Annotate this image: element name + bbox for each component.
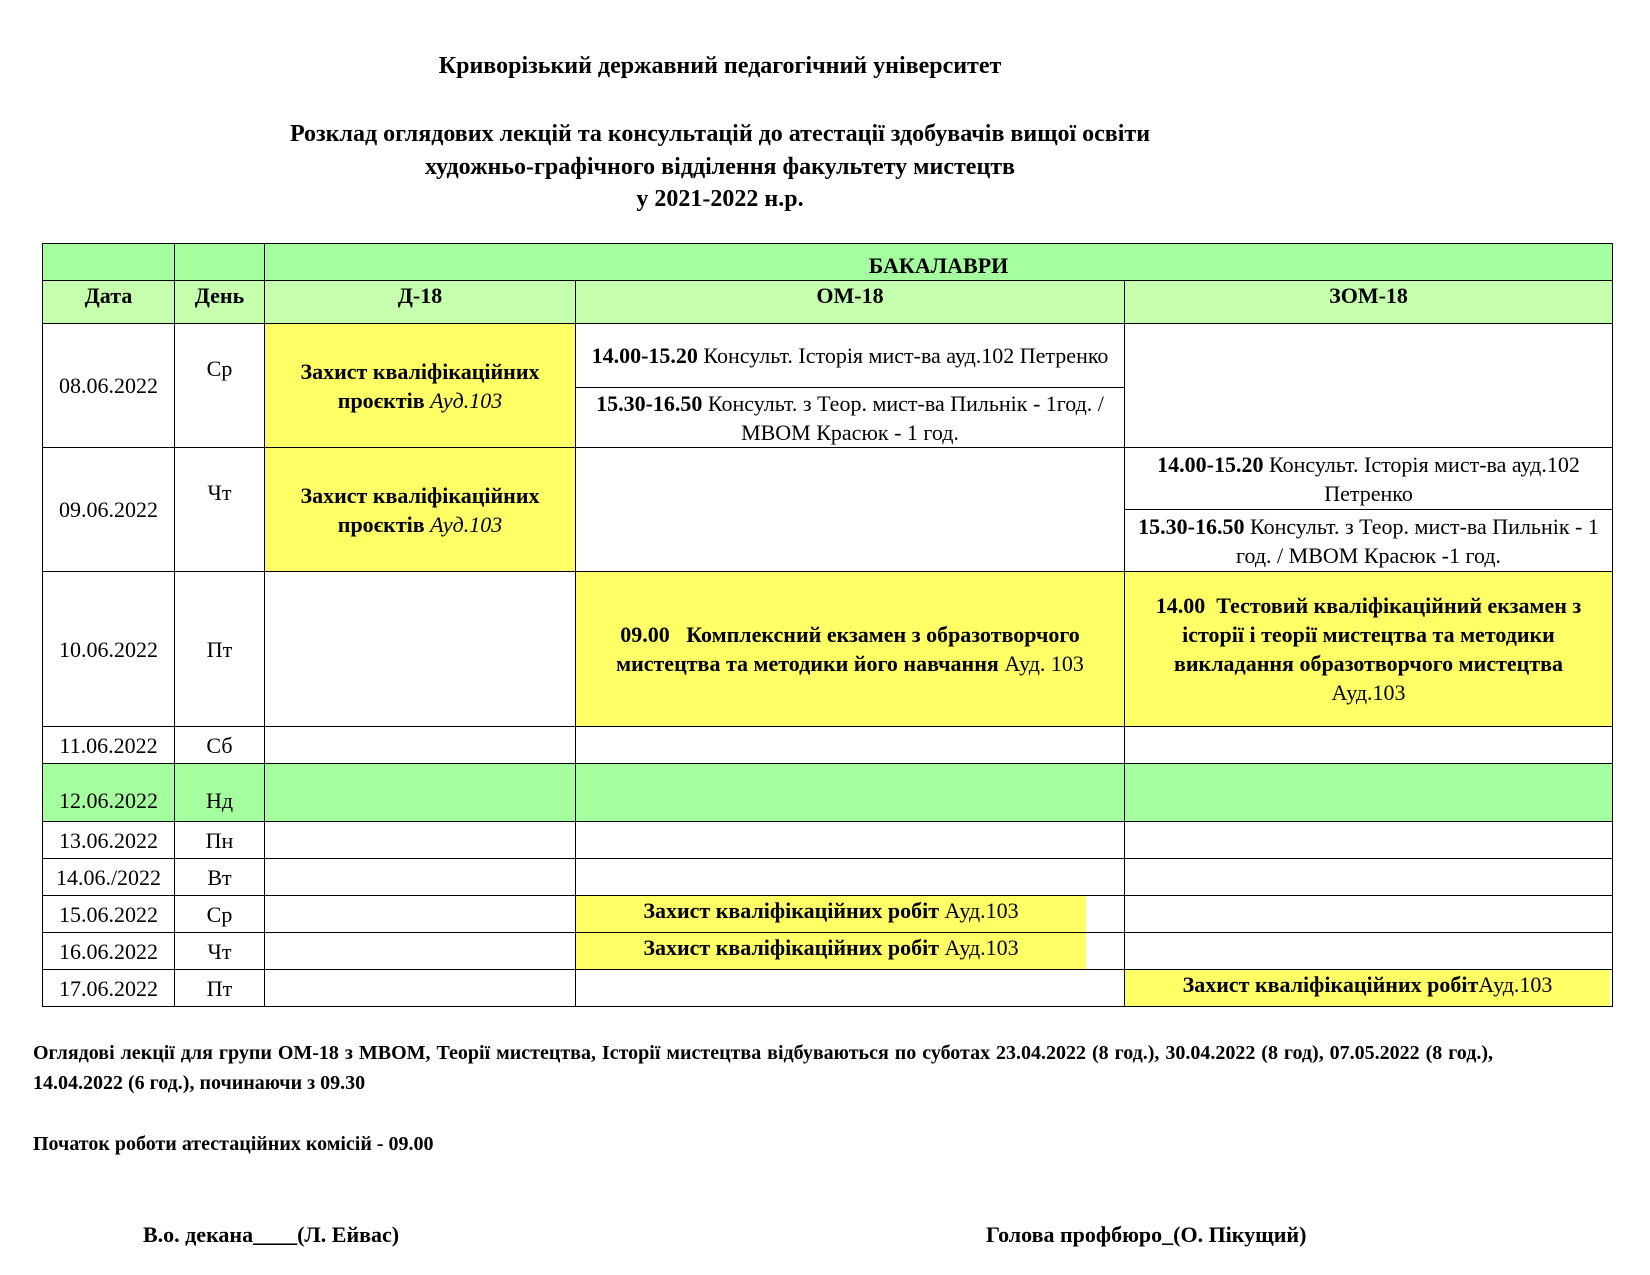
room-label: Ауд.103 <box>1478 972 1553 997</box>
university-name: Криворізький державний педагогічний університет <box>438 53 1002 79</box>
event-time: 14.00-15.20 <box>1157 451 1264 477</box>
date-cell: 14.06./2022 <box>43 859 175 896</box>
event-time: 15.30-16.50 <box>596 390 703 416</box>
column-header-om18: ОМ-18 <box>576 281 1125 324</box>
event-time: 09.00 <box>620 622 670 647</box>
table-row <box>43 572 1613 727</box>
room-label: Ауд.103 <box>430 387 503 413</box>
om18-cell <box>576 896 1125 933</box>
zom18-cell <box>1125 859 1613 896</box>
om18-cell <box>576 324 1125 388</box>
group-header-empty-day <box>175 244 265 281</box>
day-cell: Вт <box>175 859 265 896</box>
date-cell: 17.06.2022 <box>43 970 175 1007</box>
column-header-row <box>43 281 1613 324</box>
om18-cell <box>576 448 1125 572</box>
d18-cell <box>265 727 576 764</box>
date-cell: 13.06.2022 <box>43 822 175 859</box>
event-time: 15.30-16.50 <box>1138 513 1245 539</box>
table-row <box>43 448 1613 510</box>
group-header-empty-date <box>43 244 175 281</box>
date-cell: 11.06.2022 <box>43 727 175 764</box>
table-row <box>43 822 1613 859</box>
event-title: Захист кваліфікаційних робіт <box>643 898 940 923</box>
date-cell: 10.06.2022 <box>43 572 175 727</box>
table-row <box>43 764 1613 822</box>
zom18-cell <box>1125 822 1613 859</box>
d18-cell <box>265 822 576 859</box>
om18-cell <box>576 727 1125 764</box>
zom18-cell <box>1125 572 1613 727</box>
column-header-zom18: ЗОМ-18 <box>1125 281 1613 324</box>
column-header-date: Дата <box>43 281 175 324</box>
om18-cell <box>576 970 1125 1007</box>
date-cell: 08.06.2022 <box>43 324 175 448</box>
date-cell: 16.06.2022 <box>43 933 175 970</box>
column-header-d18: Д-18 <box>265 281 576 324</box>
room-label: Ауд.103 <box>430 511 503 537</box>
zom18-cell <box>1125 324 1613 448</box>
day-cell: Нд <box>175 764 265 822</box>
d18-cell <box>265 933 576 970</box>
day-cell: Чт <box>175 448 265 572</box>
table-row <box>43 970 1613 1007</box>
om18-cell <box>576 933 1125 970</box>
d18-cell <box>265 859 576 896</box>
day-cell: Пн <box>175 822 265 859</box>
zom18-cell <box>1125 933 1613 970</box>
d18-cell <box>265 970 576 1007</box>
om18-cell <box>576 572 1125 727</box>
day-cell: Ср <box>175 324 265 448</box>
table-row <box>43 896 1613 933</box>
zom18-cell <box>1125 970 1613 1007</box>
event-details: Консульт. з Теор. мист-ва Пильнік - 1год. / МВОМ Красюк - 1 год. <box>707 390 1104 445</box>
zom18-cell <box>1125 896 1613 933</box>
table-row <box>43 727 1613 764</box>
event-details: Консульт. Історія мист-ва ауд.102 Петренко <box>1269 451 1580 506</box>
day-cell: Сб <box>175 727 265 764</box>
group-header-bachelors: БАКАЛАВРИ <box>265 244 1613 281</box>
day-cell: Чт <box>175 933 265 970</box>
event-time: 14.00-15.20 <box>591 343 698 368</box>
event-title: Захист кваліфікаційних робіт <box>1182 972 1479 997</box>
event-title: Захист кваліфікаційних робіт <box>643 935 940 960</box>
om18-cell <box>576 822 1125 859</box>
event-title: Комплексний екзамен з образотворчого мистецтва та методики його навчання <box>616 622 1080 676</box>
day-cell: Пт <box>175 970 265 1007</box>
room-label: Ауд.103 <box>944 935 1019 960</box>
zom18-cell <box>1125 727 1613 764</box>
schedule-table <box>42 243 1613 1007</box>
zom18-cell <box>1125 510 1613 572</box>
event-title: Захист кваліфікаційних проєктів <box>300 482 540 537</box>
d18-cell <box>265 448 576 572</box>
room-label: Ауд.103 <box>944 898 1019 923</box>
day-cell: Пт <box>175 572 265 727</box>
dean-signature: В.о. декана____(Л. Ейвас) <box>143 1222 400 1247</box>
table-row <box>43 859 1613 896</box>
event-title: Захист кваліфікаційних проєктів <box>300 358 540 413</box>
group-header-row <box>43 244 1613 281</box>
d18-cell <box>265 324 576 448</box>
d18-cell <box>265 572 576 727</box>
date-cell: 15.06.2022 <box>43 896 175 933</box>
event-time: 14.00 <box>1155 593 1206 618</box>
zom18-cell <box>1125 764 1613 822</box>
date-cell: 12.06.2022 <box>43 764 175 822</box>
event-details: Консульт. з Теор. мист-ва Пильнік - 1 год. / МВОМ Красюк -1 год. <box>1236 513 1599 568</box>
om18-cell <box>576 764 1125 822</box>
om18-cell <box>576 388 1125 448</box>
day-cell: Ср <box>175 896 265 933</box>
om18-cell <box>576 859 1125 896</box>
commission-start-note: Початок роботи атестаційних комісій - 09.00 <box>33 1133 434 1155</box>
union-head-signature: Голова профбюро_(О. Пікущий) <box>986 1222 1307 1247</box>
zom18-cell <box>1125 448 1613 510</box>
room-label: Ауд.103 <box>1331 680 1406 705</box>
table-row <box>43 933 1613 970</box>
d18-cell <box>265 896 576 933</box>
schedule-title-line-1: Розклад оглядових лекцій та консультацій до атестації здобувачів вищої освіти <box>289 121 1151 147</box>
event-details: Консульт. Історія мист-ва ауд.102 Петренко <box>703 343 1109 368</box>
table-row <box>43 324 1613 388</box>
lectures-note: Оглядові лекції для групи ОМ-18 з МВОМ, Теорії мистецтва, Історії мистецтва відбуваються по суботах 23.04.2022 (8 год.), 30.04.2022 (8 год), 07.05.2022 (8 год.), 14.04.2022 (6 год.), починаючи з 09.30 <box>33 1042 1493 1094</box>
column-header-day: День <box>175 281 265 324</box>
schedule-title-line-2: художньо-графічного відділення факультету мистецтв <box>424 154 1016 180</box>
room-label: Ауд. 103 <box>1004 651 1084 676</box>
date-cell: 09.06.2022 <box>43 448 175 572</box>
d18-cell <box>265 764 576 822</box>
event-title: Тестовий кваліфікаційний екзамен з історії і теорії мистецтва та методики викладання образотворчого мистецтва <box>1173 593 1582 676</box>
schedule-title-line-3: у 2021-2022 н.р. <box>636 186 804 212</box>
